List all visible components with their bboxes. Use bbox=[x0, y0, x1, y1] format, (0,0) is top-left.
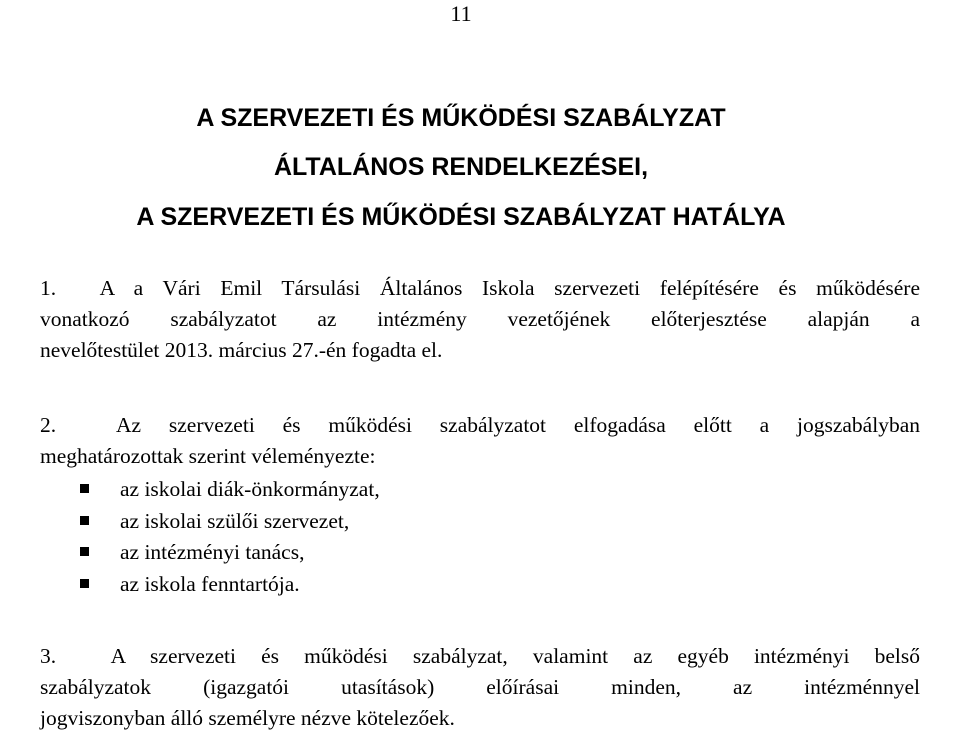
paragraph-3-line-1 bbox=[40, 641, 920, 672]
list-item bbox=[76, 569, 380, 601]
square-bullet-icon bbox=[80, 579, 89, 588]
square-bullet-icon bbox=[80, 516, 89, 525]
paragraph-3-line-2: szabályzatok (igazgatói utasítások) előírásai minden, az intézménnyel bbox=[40, 675, 920, 699]
list-item-text: az iskola fenntartója. bbox=[120, 571, 300, 596]
bullet-list bbox=[76, 474, 380, 600]
paragraph-1-line-3: nevelőtestület 2013. március 27.-én fogadta el. bbox=[40, 338, 443, 362]
list-item bbox=[76, 474, 380, 506]
paragraph-1-line-1-text: A a Vári Emil Társulási Általános Iskola szervezeti felépítésére és működésére bbox=[99, 276, 920, 300]
list-item-text: az iskolai diák-önkormányzat, bbox=[120, 477, 380, 501]
page-number: 11 bbox=[450, 1, 472, 26]
paragraph-2-number: 2. bbox=[40, 413, 57, 437]
title-line-1: A SZERVEZETI ÉS MŰKÖDÉSI SZABÁLYZAT bbox=[196, 104, 726, 132]
list-item bbox=[76, 506, 380, 538]
paragraph-3-number: 3. bbox=[40, 644, 57, 668]
paragraph-1 bbox=[40, 273, 920, 366]
paragraph-1-line-1 bbox=[40, 273, 920, 304]
list-item bbox=[76, 537, 380, 569]
square-bullet-icon bbox=[80, 484, 89, 493]
title-line-2: ÁLTALÁNOS RENDELKEZÉSEI, bbox=[273, 153, 649, 181]
paragraph-2-line-2: meghatározottak szerint véleményezte: bbox=[40, 444, 376, 468]
square-bullet-icon bbox=[80, 547, 89, 556]
paragraph-3-line-1-text: A szervezeti és működési szabályzat, valamint az egyéb intézményi belső bbox=[110, 644, 920, 668]
list-item-text: az iskolai szülői szervezet, bbox=[120, 508, 350, 533]
list-item-text: az intézményi tanács, bbox=[120, 540, 305, 564]
paragraph-3 bbox=[40, 641, 920, 734]
paragraph-2-line-1-text: Az szervezeti és működési szabályzatot elfogadása előtt a jogszabályban bbox=[115, 413, 920, 437]
paragraph-1-number: 1. bbox=[40, 276, 57, 300]
paragraph-1-line-2: vonatkozó szabályzatot az intézmény vezetőjének előterjesztése alapján a bbox=[40, 307, 920, 331]
title-line-3: A SZERVEZETI ÉS MŰKÖDÉSI SZABÁLYZAT HATÁLYA bbox=[136, 203, 786, 231]
paragraph-2-line-1 bbox=[40, 410, 920, 441]
paragraph-2 bbox=[40, 410, 920, 472]
paragraph-3-line-3: jogviszonyban álló személyre nézve kötelezőek. bbox=[40, 706, 455, 730]
